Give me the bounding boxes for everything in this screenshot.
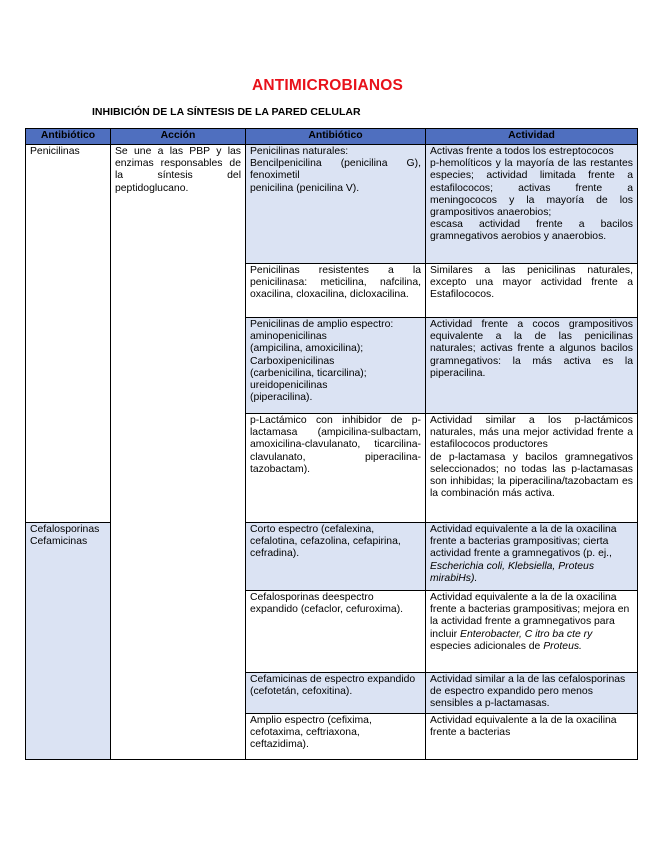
activity-cell	[426, 414, 638, 523]
cell-line: Actividad frente a cocos grampositivos equivalente a la de las penicilinas naturales; activas frente a algunos bacilos gramnegativos: la más activa es la piperacilina.	[430, 319, 633, 379]
cell-line: (ampicilina, amoxicilina);	[250, 343, 364, 355]
activity-italic-2: Proteus.	[543, 640, 582, 652]
activity-cell	[426, 145, 638, 264]
group-cefalosporinas	[26, 523, 111, 760]
antibiotic-cell	[246, 264, 426, 318]
cell-line: penicilina (penicilina V).	[250, 182, 360, 194]
activity-cell	[426, 264, 638, 318]
group-line: Cefamicinas	[30, 536, 88, 548]
header-activity: Actividad	[426, 129, 638, 145]
cell-line: de p-lactamasa y bacilos gramnegativos seleccionados; no todas las p-lactamasas son inhibidas; la piperacilina/tazobactam es la combinación más activa.	[430, 451, 633, 500]
header-antibiotic: Antibiótico	[26, 129, 111, 145]
header-action: Acción	[111, 129, 246, 145]
antibiotic-cell	[246, 145, 426, 264]
cell-line: (carbenicilina, ticarcilina);	[250, 367, 367, 379]
cell-line: Penicilinas naturales:	[250, 146, 349, 157]
cell-line: Penicilinas de amplio espectro: aminopenicilinas	[250, 319, 394, 343]
cell-line: Activas frente a todos los estreptococos	[430, 146, 614, 157]
antibiotic-cell	[246, 318, 426, 414]
activity-cell	[426, 591, 638, 673]
activity-text: Actividad equivalente a la de la oxacilina frente a bacterias grampositivas; mejora en la actividad frente a gramnegativos para incluir	[430, 592, 630, 640]
antibiotic-cell: Cefalosporinas deespectro expandido (cefaclor, cefuroxima).	[246, 591, 426, 673]
action-cell: Se une a las PBP y las enzimas responsables de la síntesis del peptidoglucano.	[111, 145, 246, 760]
activity-cell	[426, 523, 638, 591]
antibiotic-cell: Corto espectro (cefalexina, cefalotina, cefazolina, cefapirina, cefradina).	[246, 523, 426, 591]
antibiotic-cell: Amplio espectro (cefixima, cefotaxima, ceftriaxona, ceftazidima).	[246, 714, 426, 760]
cell-line: Similares a las penicilinas naturales, excepto una mayor actividad frente a Estafilococos.	[430, 265, 633, 301]
cell-line: Actividad similar a los p-lactámicos naturales, más una mejor actividad frente a estafilococos productores	[430, 415, 633, 451]
cell-line: Carboxipenicilinas	[250, 355, 335, 367]
cell-line: (piperacilina).	[250, 392, 313, 404]
activity-italic: Escherichia coli, Klebsiella, Proteus mirabiHs).	[430, 560, 595, 584]
table-row	[26, 145, 638, 264]
antibiotic-cell: Cefamicinas de espectro expandido (cefotetán, cefoxitina).	[246, 673, 426, 714]
antimicrobial-table	[25, 128, 638, 760]
cell-line: Bencilpenicilina (penicilina G), fenoximetil	[250, 158, 421, 182]
page-title: ANTIMICROBIANOS	[251, 77, 404, 94]
section-subtitle: INHIBICIÓN DE LA SÍNTESIS DE LA PARED CELULAR	[92, 106, 361, 118]
activity-tail: especies adicionales de	[430, 640, 541, 652]
antibiotic-cell	[246, 414, 426, 523]
activity-italic: Enterobacter, C itro ba cte ry	[460, 628, 593, 640]
cell-line: escasa actividad frente a bacilos gramnegativos aerobios y anaerobios.	[430, 219, 633, 243]
table-header-row	[26, 129, 638, 145]
activity-cell	[426, 318, 638, 414]
activity-text: Actividad equivalente a la de la oxacilina frente a bacterias grampositivas; cierta actividad frente a gramnegativos (p. ej.,	[430, 524, 617, 560]
group-penicilinas: Penicilinas	[26, 145, 111, 523]
group-line: Cefalosporinas	[30, 524, 100, 535]
cell-line: ureidopenicilinas	[250, 380, 328, 392]
activity-cell: Actividad equivalente a la de la oxacilina frente a bacterias	[426, 714, 638, 760]
cell-line: Penicilinas resistentes a la penicilinasa: meticilina, nafcilina, oxacilina, cloxacilina, dicloxacilina.	[250, 265, 421, 301]
header-antibiotic-2: Antibiótico	[246, 129, 426, 145]
activity-cell: Actividad similar a la de las cefalosporinas de espectro expandido pero menos sensibles a p-lactamasas.	[426, 673, 638, 714]
cell-line: p-hemolíticos y la mayoría de las restantes especies; actividad limitada frente a estafilococos; activas frente a meningococos y la mayoría de los grampositivos anaerobios;	[430, 158, 633, 219]
cell-line: p-Lactámico con inhibidor de p-lactamasa (ampicilina-sulbactam, amoxicilina-clavulanato, ticarcilina-clavulanato, piperacilina-tazobactam).	[250, 415, 421, 475]
